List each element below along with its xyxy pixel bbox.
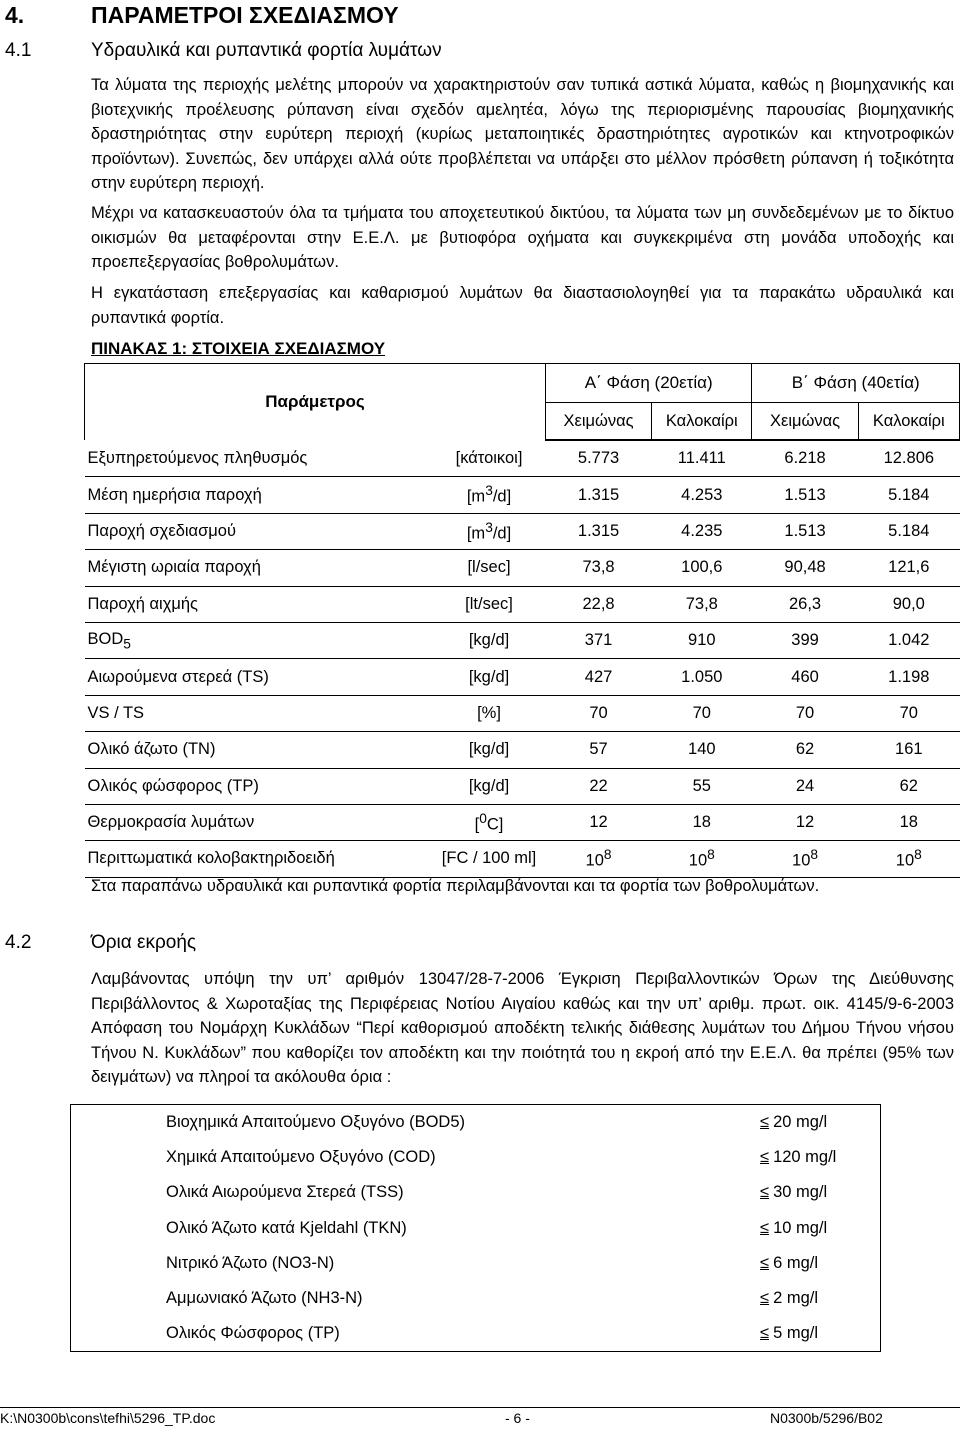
param-unit: $[m^3/d]$: [433, 513, 546, 549]
less-equal-symbol: ≤: [760, 1148, 770, 1167]
param-value: 18: [858, 804, 959, 840]
limit-value: ≤ 2 mg/l: [760, 1289, 818, 1308]
param-name: Ολικός φώσφορος (TP): [85, 768, 433, 804]
param-header: Παράμετρος: [85, 364, 546, 441]
limit-value: ≤ 30 mg/l: [760, 1183, 828, 1202]
chapter-title: ΠΑΡΑΜΕΤΡΟΙ ΣΧΕΔΙΑΣΜΟΥ: [91, 2, 399, 28]
table-row: [85, 513, 960, 549]
table-row: [85, 550, 960, 586]
param-name: Ολικό άζωτο (TN): [85, 732, 433, 768]
limit-value: ≤ 120 mg/l: [760, 1148, 837, 1167]
param-name: VS / TS: [85, 695, 433, 731]
less-equal-symbol: ≤: [760, 1113, 770, 1132]
param-value: 22: [545, 768, 651, 804]
less-equal-symbol: ≤: [760, 1324, 770, 1343]
param-name: Θερμοκρασία λυμάτων: [85, 804, 433, 840]
param-value: 22,8: [545, 586, 651, 622]
limit-parameter: Ολικός Φώσφορος (TP): [166, 1324, 340, 1343]
limit-parameter: Ολικά Αιωρούμενα Στερεά (TSS): [166, 1183, 404, 1202]
param-unit: [lt/sec]: [433, 586, 546, 622]
param-value: 70: [858, 695, 959, 731]
param-value: 399: [752, 622, 858, 658]
param-value: 161: [858, 732, 959, 768]
param-value: 1.513: [752, 513, 858, 549]
table-row: [85, 768, 960, 804]
limit-value: ≤ 5 mg/l: [760, 1324, 818, 1343]
limit-row: [71, 1246, 881, 1281]
footer-doc-code: N0300b/5296/B02: [770, 1410, 883, 1426]
param-value: 70: [752, 695, 858, 731]
table-row: [85, 841, 960, 877]
effluent-limits-table: [70, 1104, 881, 1352]
param-value: 1.315: [545, 477, 651, 513]
limit-row: [71, 1316, 881, 1352]
param-value: 100,6: [652, 550, 752, 586]
limit-parameter: Χημικά Απαιτούμενο Οξυγόνο (COD): [166, 1148, 436, 1167]
param-value: 6.218: [752, 440, 858, 477]
param-value: 5.184: [858, 477, 959, 513]
param-unit: [κάτοικοι]: [433, 440, 546, 477]
table-1-caption: ΠΙΝΑΚΑΣ 1: ΣΤΟΙΧΕΙΑ ΣΧΕΔΙΑΣΜΟΥ: [91, 339, 386, 358]
param-value: 57: [545, 732, 651, 768]
section-number: 4.1: [5, 40, 32, 61]
table-row: [85, 732, 960, 768]
param-value: 11.411: [652, 440, 752, 477]
limit-row: [71, 1105, 881, 1141]
limit-value: ≤ 10 mg/l: [760, 1218, 828, 1237]
paragraph-5: Λαμβάνοντας υπόψη την υπ’ αριθμόν 13047/28-7-2006 Έγκριση Περιβαλλοντικών Όρων της Διεύθυνσης Περιβάλλοντος & Χωροταξίας της Περιφέρειας Νοτίου Αιγαίου καθώς και την υπ’ αριθμ. πρωτ. οικ. 4145/9-6-2003 Απόφαση του Νομάρχη Κυκλάδων “Περί καθορισμού αποδέκτη τελικής διάθεσης λυμάτων του Δήμου Τήνου νήσου Τήνου Ν. Κυκλάδων” που καθορίζει τον αποδέκτη και την ποιότητά του η εκροή από την Ε.Ε.Λ. θα πρέπει (95% των δειγμάτων) να πληροί τα ακόλουθα όρια :: [91, 970, 954, 1087]
section-title: Όρια εκροής: [91, 932, 197, 953]
param-name: Περιττωματικά κολοβακτηριδοειδή: [85, 841, 433, 877]
param-value: 73,8: [545, 550, 651, 586]
param-value: 90,48: [752, 550, 858, 586]
table-row: [85, 804, 960, 840]
param-unit: $[m^3/d]$: [433, 477, 546, 513]
param-value: 73,8: [652, 586, 752, 622]
param-name: Αιωρούμενα στερεά (TS): [85, 659, 433, 695]
param-value: 4.253: [652, 477, 752, 513]
param-name: Μέση ημερήσια παροχή: [85, 477, 433, 513]
param-name: Μέγιστη ωριαία παροχή: [85, 550, 433, 586]
limit-row: [71, 1175, 881, 1210]
param-unit: [kg/d]: [433, 768, 546, 804]
param-unit: [$^0$C]: [433, 804, 546, 840]
less-equal-symbol: ≤: [760, 1253, 770, 1272]
param-unit: [kg/d]: [433, 732, 546, 768]
less-equal-symbol: ≤: [760, 1289, 770, 1308]
param-value: 1.315: [545, 513, 651, 549]
param-value: 1.198: [858, 659, 959, 695]
param-value: 1.050: [652, 659, 752, 695]
param-value: 70: [652, 695, 752, 731]
table-row: [85, 477, 960, 513]
param-name: Παροχή αιχμής: [85, 586, 433, 622]
limit-parameter: Βιοχημικά Απαιτούμενο Οξυγόνο (BOD5): [166, 1113, 465, 1132]
table-row: [85, 695, 960, 731]
less-equal-symbol: ≤: [760, 1183, 770, 1202]
section-title: Υδραυλικά και ρυπαντικά φορτία λυμάτων: [91, 40, 442, 61]
param-value: 910: [652, 622, 752, 658]
limit-row: [71, 1211, 881, 1246]
table-row: [85, 440, 960, 477]
param-unit: [kg/d]: [433, 622, 546, 658]
param-value: 90,0: [858, 586, 959, 622]
footer-file-path: K:\N0300b\cons\tefhi\5296_TP.doc: [0, 1410, 216, 1426]
param-unit: [l/sec]: [433, 550, 546, 586]
season-header: Καλοκαίρι: [652, 403, 752, 441]
param-value: 140: [652, 732, 752, 768]
phase-a-header: Α΄ Φάση (20ετία): [545, 364, 752, 403]
param-value: 4.235: [652, 513, 752, 549]
season-header: Καλοκαίρι: [858, 403, 959, 441]
param-value: $10^8$: [858, 841, 959, 877]
footer-page-number: - 6 -: [505, 1410, 530, 1426]
param-value: 1.513: [752, 477, 858, 513]
param-value: 62: [858, 768, 959, 804]
param-value: 55: [652, 768, 752, 804]
page-footer: [0, 1407, 960, 1428]
param-unit: [FC / 100 ml]: [433, 841, 546, 877]
param-value: $10^8$: [652, 841, 752, 877]
param-value: 26,3: [752, 586, 858, 622]
section-heading-4-1: [5, 40, 442, 62]
param-value: 12: [752, 804, 858, 840]
param-value: 24: [752, 768, 858, 804]
limit-parameter: Νιτρικό Άζωτο (NO3-N): [166, 1253, 335, 1272]
less-equal-symbol: ≤: [760, 1218, 770, 1237]
param-value: 12: [545, 804, 651, 840]
param-value: 5.184: [858, 513, 959, 549]
param-value: 460: [752, 659, 858, 695]
season-header: Χειμώνας: [545, 403, 651, 441]
paragraph-1: Τα λύματα της περιοχής μελέτης μπορούν να χαρακτηριστούν σαν τυπικά αστικά λύματα, καθώς η βιομηχανικής και βιοτεχνικής προέλευσης ρύπανση είναι σχεδόν αμελητέα, λόγω της περιορισμένης παρουσίας βιομηχανικής δραστηριότητας στην ευρύτερη περιοχή (κυρίως μεταποιητικές δραστηριότητες αγροτικών και κτηνοτροφικών προϊόντων). Συνεπώς, δεν υπάρχει αλλά ούτε προβλέπεται να υπάρξει στο μέλλον πρόσθετη ρύπανση ή τοξικότητα στην ευρύτερη περιοχή.: [91, 76, 954, 193]
table-row: [85, 586, 960, 622]
limit-parameter: Αμμωνιακό Άζωτο (NH3-N): [166, 1289, 363, 1308]
phase-b-header: Β΄ Φάση (40ετία): [752, 364, 960, 403]
param-value: 121,6: [858, 550, 959, 586]
param-value: 427: [545, 659, 651, 695]
chapter-heading: [5, 2, 399, 29]
param-value: 371: [545, 622, 651, 658]
table-row: [85, 622, 960, 658]
param-unit: [%]: [433, 695, 546, 731]
chapter-number: 4.: [5, 2, 25, 28]
paragraph-3: Η εγκατάσταση επεξεργασίας και καθαρισμού λυμάτων θα διαστασιολογηθεί για τα παρακάτω υδραυλικά και ρυπαντικά φορτία.: [91, 284, 954, 327]
param-name: $BOD_5$: [85, 622, 433, 658]
section-number: 4.2: [5, 932, 32, 953]
param-value: 70: [545, 695, 651, 731]
param-name: Παροχή σχεδιασμού: [85, 513, 433, 549]
param-value: 62: [752, 732, 858, 768]
limit-row: [71, 1281, 881, 1316]
paragraph-2: Μέχρι να κατασκευαστούν όλα τα τμήματα του αποχετευτικού δικτύου, τα λύματα των μη συνδεδεμένων με το δίκτυο οικισμών θα μεταφέρονται στην Ε.Ε.Λ. με βυτιοφόρα οχήματα και συγκεκριμένα στη μονάδα υποδοχής και προεπεξεργασίας βοθρολυμάτων.: [91, 204, 954, 272]
section-heading-4-2: [5, 932, 196, 954]
design-parameters-table: [84, 363, 960, 878]
paragraph-4: Στα παραπάνω υδραυλικά και ρυπαντικά φορτία περιλαμβάνονται και τα φορτία των βοθρολυμάτων.: [91, 877, 820, 895]
season-header: Χειμώνας: [752, 403, 858, 441]
param-value: $10^8$: [545, 841, 651, 877]
param-value: 1.042: [858, 622, 959, 658]
param-unit: [kg/d]: [433, 659, 546, 695]
limit-value: ≤ 6 mg/l: [760, 1253, 818, 1272]
param-value: $10^8$: [752, 841, 858, 877]
param-value: 12.806: [858, 440, 959, 477]
limit-row: [71, 1140, 881, 1175]
limit-parameter: Ολικό Άζωτο κατά Kjeldahl (TKN): [166, 1218, 407, 1237]
param-value: 18: [652, 804, 752, 840]
limit-value: ≤ 20 mg/l: [760, 1113, 828, 1132]
param-name: Εξυπηρετούμενος πληθυσμός: [85, 440, 433, 477]
table-row: [85, 659, 960, 695]
param-value: 5.773: [545, 440, 651, 477]
